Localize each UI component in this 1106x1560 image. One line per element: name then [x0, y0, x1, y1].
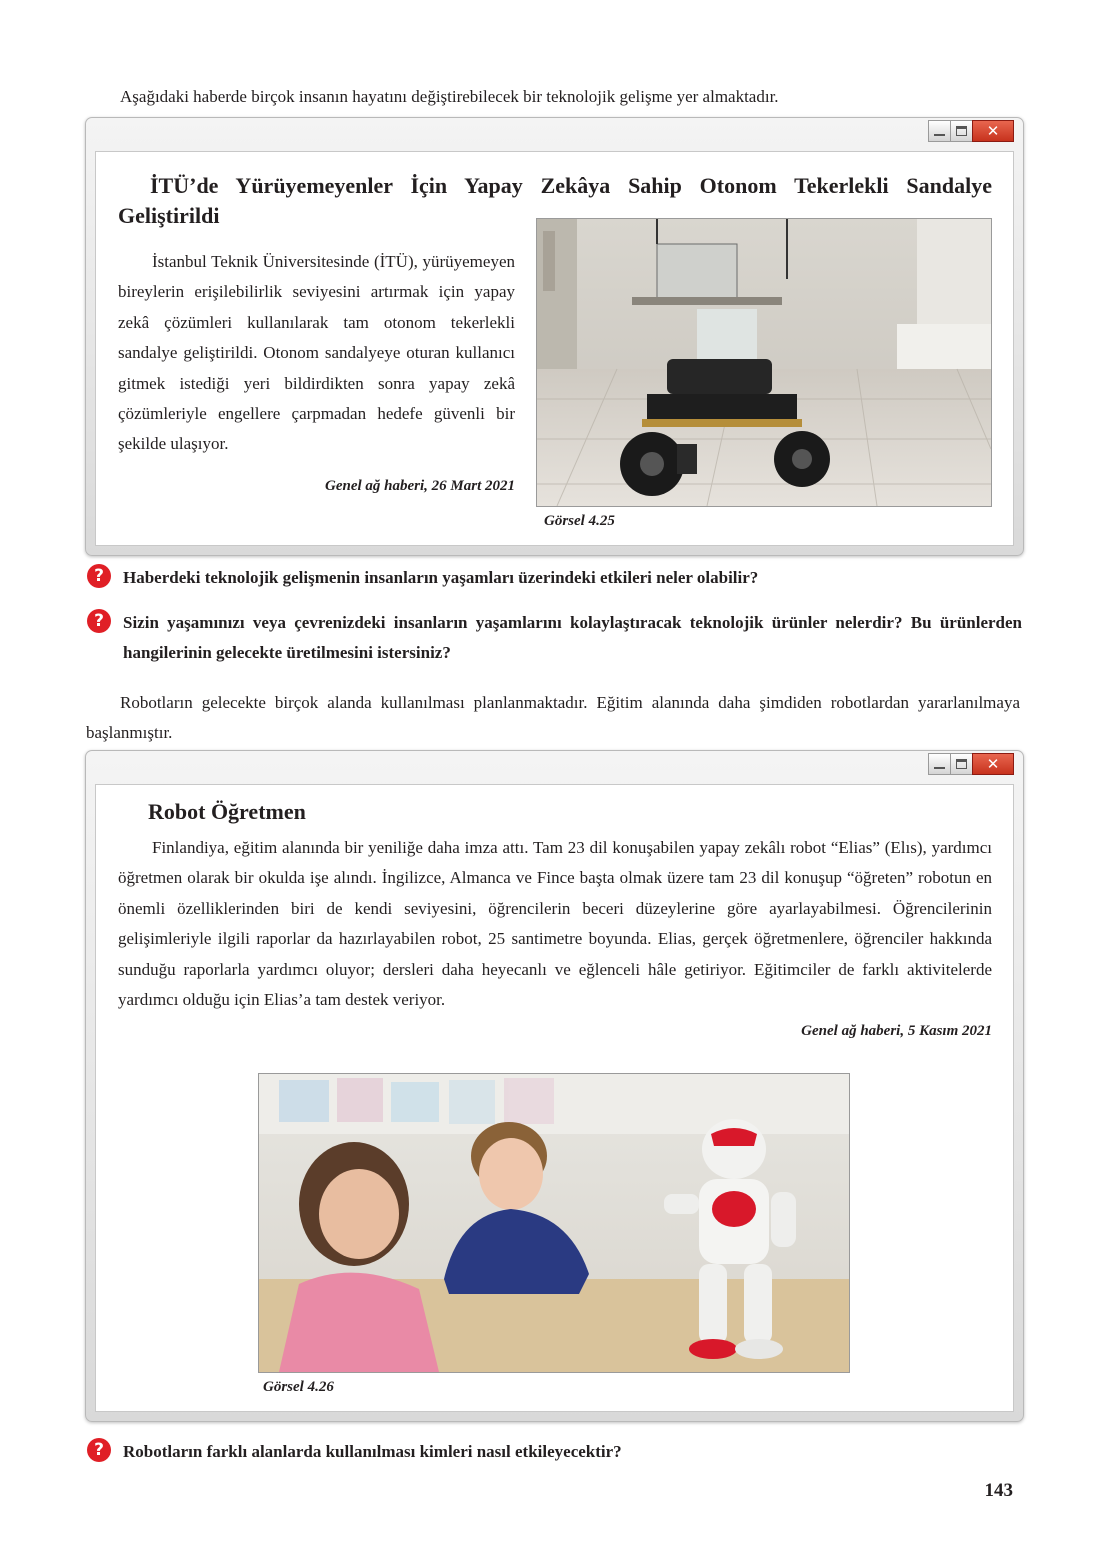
news-body: Finlandiya, eğitim alanında bir yeniliğe daha imza attı. Tam 23 dil konuşabilen yapay zekâlı robot “Elias” (Elıs), yardımcı öğretmen olarak bir okulda işe alındı. İngilizce, Almanca ve Fince başta olmak üzere tam 23 dil konuşup “öğreten” robotun en önemli özelliklerinden biri de kendi seviyesini, öğrencilerin beceri düzeylerine göre ayarlayabilmesi. Öğrencilerinin gelişimleriyle ilgili raporlar da hazırlayabilen robot, 25 santimetre boyunda. Elias, gerçek öğretmenlere, öğrenciler hakkında sunduğu raporlarla yardımcı oluyor; dersleri daha heyecanlı ve eğlenceli hâle getiriyor. Eğitimciler de farklı aktivitelerde yardımcı olduğu için Elias’a tam destek veriyor. — [118, 838, 992, 1010]
photo-caption: Görsel 4.26 — [263, 1379, 334, 1395]
question-mark-icon: ? — [87, 609, 111, 633]
question-2 — [87, 608, 1022, 668]
question-1 — [87, 563, 1017, 593]
robot-image — [259, 1074, 849, 1372]
news-headline: Robot Öğretmen — [148, 799, 306, 824]
question-mark-icon: ? — [87, 1438, 111, 1462]
maximize-button[interactable] — [950, 120, 972, 142]
news-window-1 — [85, 117, 1024, 556]
news-window-content — [95, 151, 1014, 546]
question-text: Haberdeki teknolojik gelişmenin insanların yaşamları üzerindeki etkileri neler olabilir? — [123, 568, 759, 587]
close-button[interactable] — [972, 120, 1014, 142]
wheelchair-image — [537, 219, 991, 506]
question-text: Sizin yaşamınızı veya çevrenizdeki insanların yaşamlarını kolaylaştıracak teknolojik ürünler nelerdir? Bu ürünlerden hangilerinin gelecekte üretilmesini istersiniz? — [123, 613, 1022, 662]
news-body: İstanbul Teknik Üniversitesinde (İTÜ), yürüyemeyen bireylerin erişilebilirlik seviyesini artırmak için yapay zekâ çözümleri kullanılarak tam otonom tekerlekli sandalye geliştirildi. Otonom sandalyeye oturan kullanıcı gitmek istediği yeri bildirdikten sonra yapay zekâ çözümleriyle engellere çarpmadan hedefe güvenli bir şekilde ulaşıyor. — [118, 252, 515, 454]
photo-caption: Görsel 4.25 — [544, 513, 615, 529]
minimize-button[interactable] — [928, 753, 950, 775]
wheelchair-photo — [536, 218, 992, 507]
intro-paragraph-2: Robotların gelecekte birçok alanda kullanılması planlanmaktadır. Eğitim alanında daha şimdiden robotlardan yararlanılmaya başlanmıştır. — [86, 693, 1020, 742]
window-controls — [928, 753, 1014, 775]
news-headline: İTÜ’de Yürüyemeyenler İçin Yapay Zekâya Sahip Otonom Tekerlekli Sandalye Geliştirildi — [118, 173, 992, 228]
robot-teacher-photo — [258, 1073, 850, 1373]
minimize-button[interactable] — [928, 120, 950, 142]
news-window-2 — [85, 750, 1024, 1422]
intro-paragraph-1: Aşağıdaki haberde birçok insanın hayatını değiştirebilecek bir teknolojik gelişme yer almaktadır. — [120, 87, 779, 106]
question-mark-icon: ? — [87, 564, 111, 588]
close-button[interactable] — [972, 753, 1014, 775]
news-source: Genel ağ haberi, 26 Mart 2021 — [324, 478, 515, 494]
window-controls — [928, 120, 1014, 142]
close-icon: ✕ — [986, 755, 1000, 773]
question-3 — [87, 1437, 1017, 1467]
news-window-content — [95, 784, 1014, 1412]
news-source: Genel ağ haberi, 5 Kasım 2021 — [801, 1023, 992, 1039]
maximize-button[interactable] — [950, 753, 972, 775]
close-icon: ✕ — [986, 122, 1000, 140]
question-text: Robotların farklı alanlarda kullanılması kimleri nasıl etkileyecektir? — [123, 1442, 622, 1461]
page-number: 143 — [984, 1480, 1013, 1501]
